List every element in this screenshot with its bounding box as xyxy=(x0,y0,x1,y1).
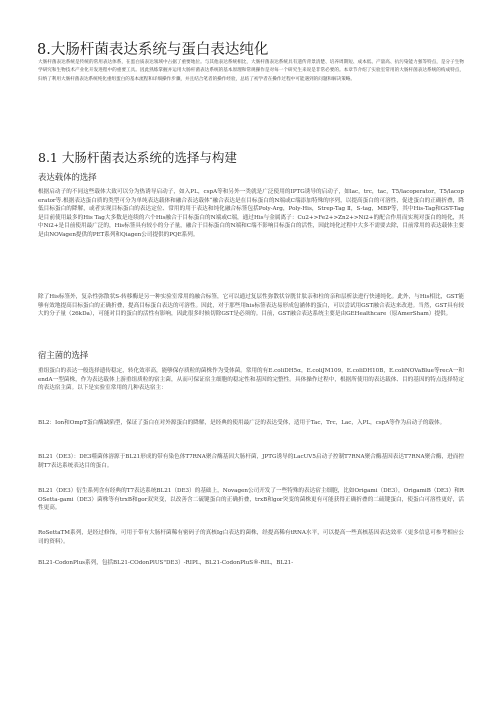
section-title: 8.1 大肠杆菌表达系统的选择与构建 xyxy=(38,150,237,165)
vector-paragraph-2: 除了His标签外，复杂性弥散状S-转移酶是另一种实验室常用的融合标签，它可以通过复层性弥散状谷胱甘肽亲和柱的亲和层析法进行快速纯化。此外，与His相比，GST能够有效地提高目标蛋白的正确折叠，提高目标蛋白表达的可溶性。因此，对于那些用his标签表达易形成包涵体的蛋白，可以尝试用GST融合表达来改进。当然，GST具有较大的分子量（26kDa），可能对目的蛋白的活性有影响，因此很多时候切除GST是必须的。目前，GST融合表达系统主要是由GEHealthcare（原AmerSham）提供。 xyxy=(38,294,464,318)
host-rosetta-paragraph: RoSettaTM系列，是经过修饰，可用于带有大肠杆菌稀有密码子的真核Ig白表达的菌株，经提高稀有tRNA水平，可以提高一些真核基因表达效率（更多信息可参考相应公司的资料）。 xyxy=(38,530,464,545)
host-bl21de3-paragraph: BL21（DE3）：DE3噬菌体溶源于BL21形成的带有染色体T7RNA聚合酶基因大肠杆菌，JPTG诱导的LacUV5启动子控制T7RNA聚合酶基因表达T7RNA聚合酶，进而控制T7表达系统表达目的蛋白。 xyxy=(38,454,464,469)
vector-paragraph-1: 根据启动子的不同这些载体大致可以分为热诱导启动子，如入PL，cspA等和另外一类就是广泛使用的IPTG诱导的启动子，如lac，trc，tac，T5/lacoperator，T5/lacoperator等.根据表达蛋白质的类型可分为单纯表达载体和融合表达载体“融合表达是在目标蛋白的N端或C端添加特殊的序列，以提高蛋白的可溶性，促进蛋白的正确折叠，降低目标蛋白的降解，或者实现目标蛋白的表达定位、常用的用于表达和纯化融合标签包括Poly-Arg，Poly-His，Strep-Tag Ⅱ，S-tag，MBP等，其中His-Tag和GST-Tag是目前使用最多的His Tag大多数是连续的六个His融合于目标蛋白的N端或C端，通过His与金属离子：Cu2+>Fe2+>Zn2+>Ni2+的配合作用而实现对蛋白的纯化，其中Ni2+是目前使用最广泛的，His标签具有较小的分子量，融合于目标蛋白的N端和C端不影响目标蛋白的活性，因此纯化过程中大多不需要去除，目前常用的表达载体主要是由NOVagen提供的PET系列和Qiagen公司提供的PQE系列。 xyxy=(38,189,464,238)
host-codonplus-paragraph: BL21-CodonPlus系列，包括BL21-COdonPlUS"DE3）-RIPL，BL21-CodonPluS®-RIL，BL21- xyxy=(38,560,294,566)
host-intro-paragraph: 重组蛋白的表达一般选择遗传稳定，转化效率高，能够保存质粒的菌株作为受体菌。常用的有E.coliDH5α，E.coliJM109，E.coliDH10B，E.coliNOVaBlue等recA一和endA一型菌株，作为表达载体上游重组质粒的宿主菌，从而可保证宿主细胞的稳定性和基因的完整性。具体操作过程中，根据所使用的表达载体、目的基因的特点选择特定的表达宿主菌。以下是实验室常用的几种表达宿主： xyxy=(38,368,464,392)
subsection-host-heading: 宿主菌的选择 xyxy=(38,350,89,360)
host-bl21de3-derivatives-paragraph: BL21（DE3）衍生系列含有经典的T7表达系统BL21（DE3）的基础上，Novagen公司开发了一些特殊的表达宿主细胞，比如Origami（DE3），OrigamiB（DE3）和ROSetta-gami（DE3）菌株等有trxB和gor双突变，以改善含二硫键蛋白的正确折叠，trxB和gor突变的菌株更有可能获得正确折叠的二硫键蛋白，使蛋白可溶性更好，活性更高。 xyxy=(38,488,464,512)
chapter-title: 8.大肠杆菌表达系统与蛋白表达纯化 xyxy=(37,42,269,58)
intro-paragraph: 大肠杆菌表达系统是传统的常用表达体系，在蛋白质表达领域中占据了重要地位。与其他表达系统相比，大肠杆菌表达系统具有遗传背景清楚、培养周期短、成本低、产量高、抗污染能力强等特点，是分子生物学研究和生物技术产业化开发进程中的重要工具。因此熟练掌握并运用大肠杆菌表达系统的基本原理和常规操作是对每一个研究生来说是非常必要的。本章节介绍了实验室常用的大肠杆菌表达系统的构成特点，归纳了利用大肠杆菌表达系统纯化重组蛋白的基本流程和详细操作步骤，并且结合笔者的操作经验，总结了初学者在操作过程中可能遇到的问题和解决策略。 xyxy=(38,60,464,82)
host-bl2-paragraph: BL2：Ion和OmpT蛋白酶缺陷型，保证了蛋白在对外源蛋白的降解，是经典的使用最广泛的表达受体，适用于Tac，Trc，Lac，入PL，cspA等作为启动子的载体。 xyxy=(38,420,446,426)
subsection-vector-heading: 表达载体的选择 xyxy=(38,172,97,182)
